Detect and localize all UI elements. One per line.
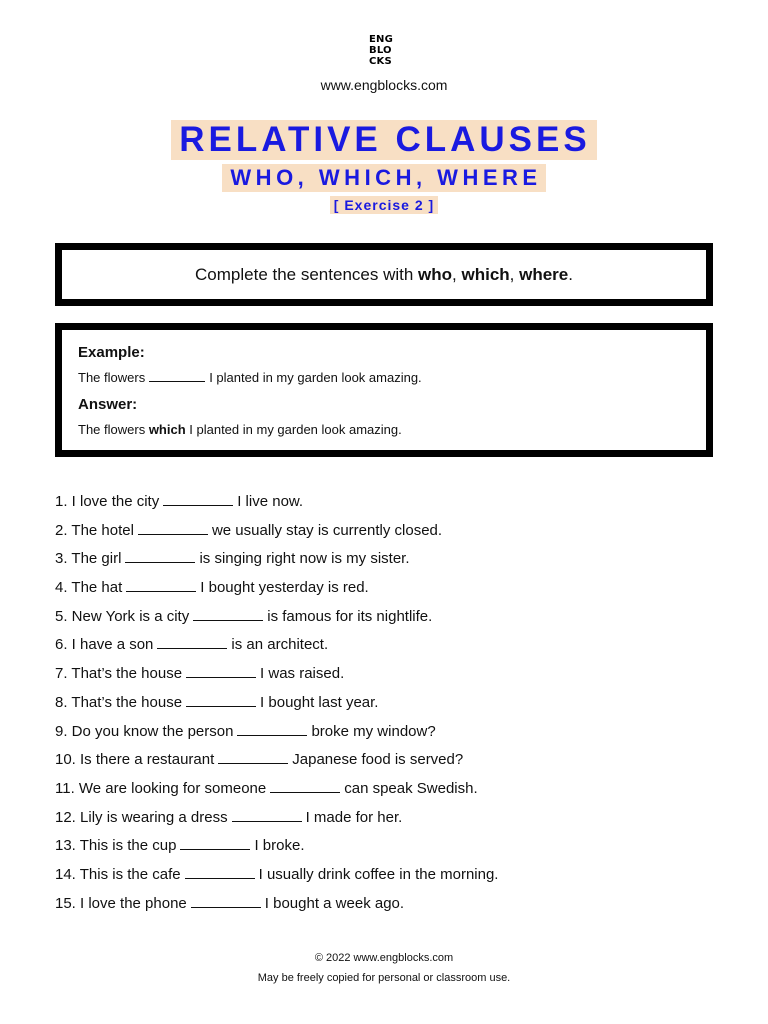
example-label: Example: (78, 344, 145, 361)
answer-blank (232, 820, 302, 822)
example-sentence (78, 370, 422, 385)
logo-line: ENG (369, 34, 394, 45)
example-blank (149, 380, 205, 382)
question-text-after: I broke. (254, 837, 305, 855)
question-text-before: 6. I have a son (55, 636, 154, 654)
question-text-after: is singing right now is my sister. (199, 550, 410, 568)
question-item (55, 862, 715, 891)
question-text-before: 11. We are looking for someone (55, 779, 267, 797)
question-text-after: I was raised. (260, 665, 345, 683)
answer-blank (270, 791, 340, 793)
example-text-after: I planted in my garden look amazing. (209, 370, 422, 385)
answer-blank (185, 877, 255, 879)
footer-license: May be freely copied for personal or classroom use. (257, 972, 511, 984)
question-text-before: 9. Do you know the person (55, 722, 234, 740)
logo-line: BLO (369, 45, 392, 56)
engblocks-logo (369, 34, 401, 67)
answer-blank (163, 504, 233, 506)
question-text-after: I bought a week ago. (264, 894, 405, 912)
answer-word: which (148, 422, 186, 437)
question-text-before: 1. I love the city (55, 493, 160, 510)
question-text-after: is an architect. (231, 636, 329, 654)
question-text-after: we usually stay is currently closed. (211, 521, 443, 539)
answer-blank (126, 590, 196, 592)
question-item (55, 661, 715, 690)
question-text-before: 4. The hat (55, 579, 123, 597)
example-text-before: The flowers (78, 370, 146, 385)
answer-text-before: The flowers (78, 422, 149, 437)
page-subtitle: WHO, WHICH, WHERE (222, 164, 545, 192)
answer-blank (191, 906, 261, 908)
question-item (55, 776, 715, 805)
answer-blank (193, 619, 263, 621)
question-item (55, 489, 715, 518)
logo-line: CKS (369, 56, 392, 67)
question-text-after: can speak Swedish. (344, 779, 478, 797)
question-text-after: I usually drink coffee in the morning. (258, 865, 499, 883)
question-text-before: 10. Is there a restaurant (55, 751, 215, 769)
answer-label: Answer: (78, 396, 138, 413)
question-text-after: I made for her. (305, 808, 403, 826)
question-item (55, 719, 715, 748)
question-item (55, 891, 715, 920)
question-text-before: 14. This is the cafe (55, 865, 181, 883)
instruction-text (195, 265, 573, 285)
question-text-after: broke my window? (311, 722, 436, 740)
answer-blank (138, 533, 208, 535)
instruction-suffix: . (568, 264, 573, 284)
instruction-separator: , (509, 264, 520, 284)
instruction-word-where: where (519, 264, 569, 284)
instruction-box (55, 243, 713, 306)
question-text-after: I bought yesterday is red. (200, 579, 369, 597)
question-item (55, 575, 715, 604)
question-text-before: 15. I love the phone (55, 894, 187, 912)
title-wrapper (0, 120, 768, 160)
question-text-before: 3. The girl (55, 550, 122, 568)
question-text-before: 7. That’s the house (55, 665, 183, 683)
answer-blank (186, 705, 256, 707)
question-text-before: 12. Lily is wearing a dress (55, 808, 228, 826)
instruction-separator: , (452, 264, 462, 284)
answer-sentence (78, 422, 402, 437)
footer-copyright: © 2022 www.engblocks.com (314, 952, 454, 964)
question-text-before: 5. New York is a city (55, 607, 190, 625)
answer-blank (157, 647, 227, 649)
question-text-before: 8. That’s the house (55, 693, 183, 711)
answer-blank (218, 762, 288, 764)
instruction-prefix: Complete the sentences with (195, 264, 419, 284)
answer-blank (125, 561, 195, 563)
instruction-word-which: which (461, 264, 510, 284)
answer-blank (186, 676, 256, 678)
question-item (55, 632, 715, 661)
instruction-word-who: who (418, 264, 453, 284)
question-item (55, 805, 715, 834)
example-box (55, 323, 713, 457)
question-text-after: I bought last year. (260, 693, 379, 711)
question-item (55, 518, 715, 547)
question-item (55, 604, 715, 633)
question-item (55, 690, 715, 719)
question-text-before: 2. The hotel (55, 521, 134, 539)
subtitle-wrapper (0, 164, 768, 192)
question-item (55, 747, 715, 776)
answer-text-after: I planted in my garden look amazing. (185, 422, 402, 437)
answer-blank (237, 734, 307, 736)
exercise-label: [ Exercise 2 ] (330, 196, 438, 214)
exercise-wrapper (0, 196, 768, 215)
question-text-before: 13. This is the cup (55, 837, 177, 855)
question-text-after: is famous for its nightlife. (267, 607, 433, 625)
question-item (55, 546, 715, 575)
question-text-after: Japanese food is served? (292, 751, 464, 769)
answer-blank (180, 848, 250, 850)
page-title: RELATIVE CLAUSES (171, 120, 596, 160)
question-list (55, 489, 715, 919)
question-item (55, 833, 715, 862)
question-text-after: I live now. (237, 493, 304, 510)
site-url: www.engblocks.com (320, 77, 448, 93)
